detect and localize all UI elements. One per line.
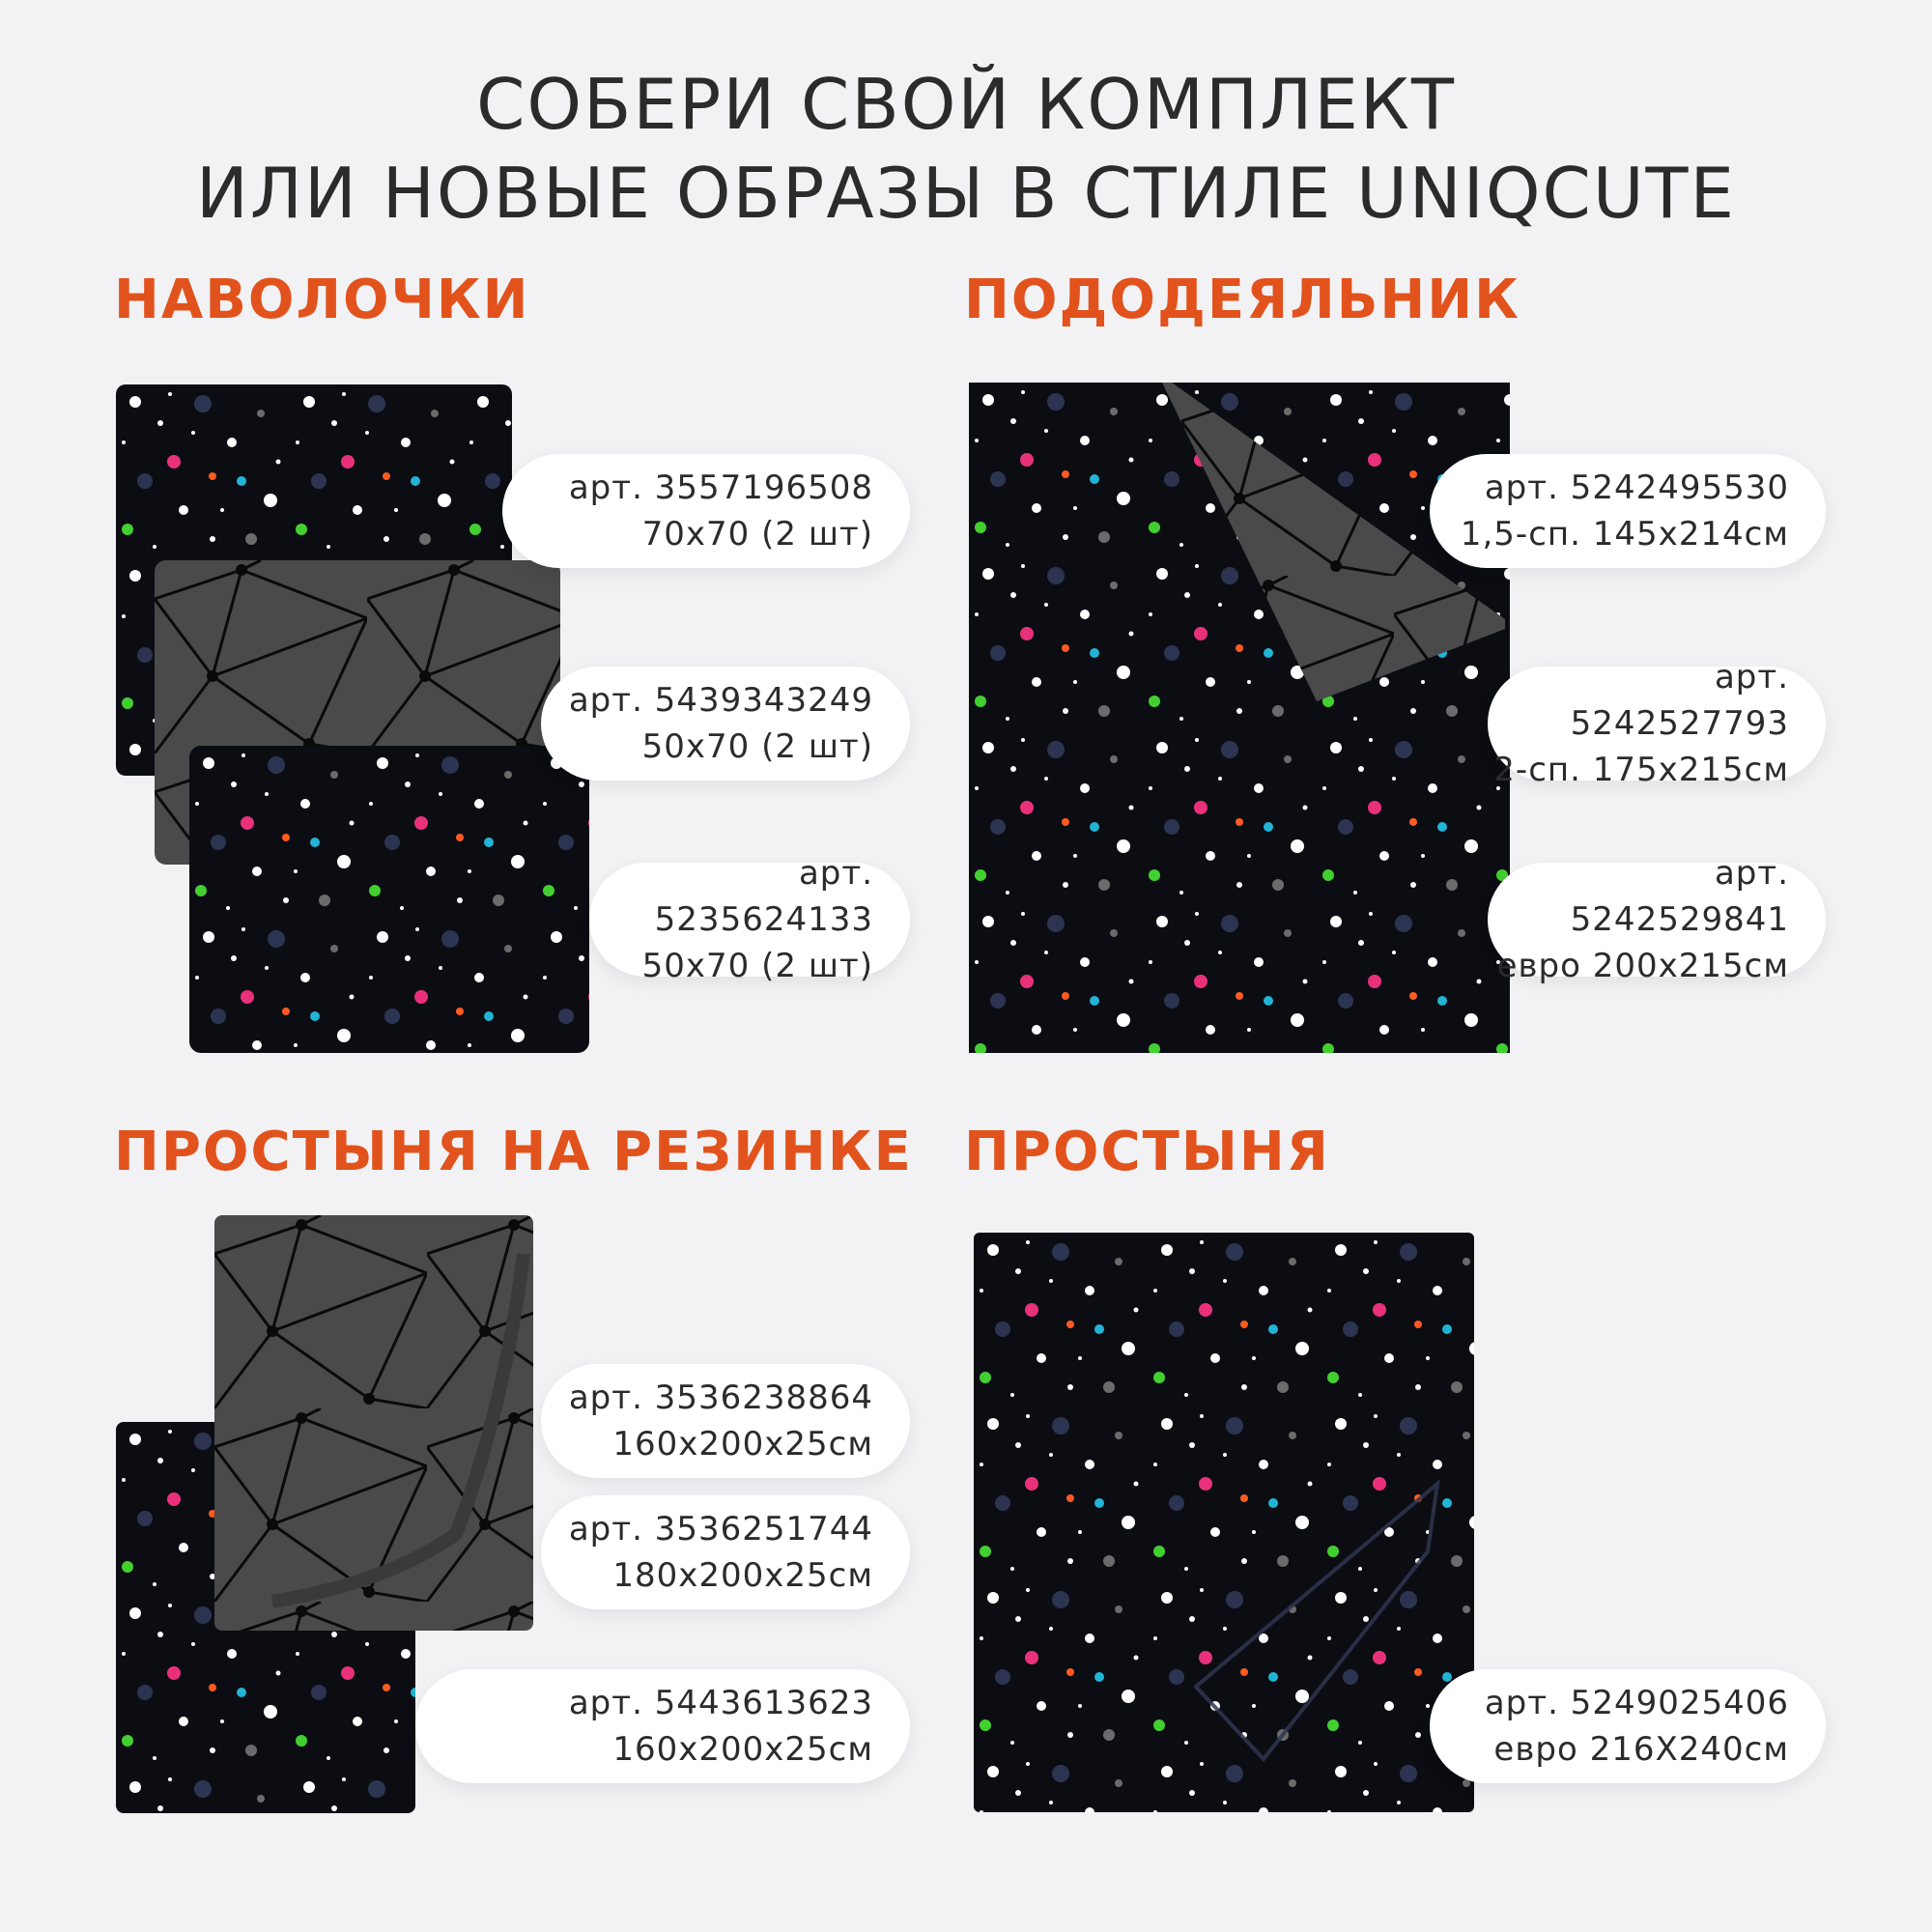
size-text: 50х70 (2 шт) [641, 947, 873, 985]
fitted-sheet-geometric-image [214, 1215, 533, 1631]
pillowcase-label-1 [502, 454, 910, 568]
section-title-duvet: ПОДОДЕЯЛЬНИК [964, 269, 1520, 331]
size-text: евро 216Х240см [1493, 1730, 1789, 1769]
fitted-sheet-label-3 [415, 1669, 910, 1783]
flat-sheet-label [1430, 1669, 1826, 1783]
size-text: 180х200х25см [612, 1556, 873, 1595]
article-number: арт. 5235624133 [654, 854, 873, 939]
size-text: 70х70 (2 шт) [641, 515, 873, 554]
size-text: 1,5-сп. 145х214см [1460, 515, 1789, 554]
size-text: евро 200х215см [1496, 947, 1789, 985]
pillowcase-label-2 [541, 667, 910, 781]
article-number: арт. 5242529841 [1570, 854, 1789, 939]
article-number: арт. 5249025406 [1484, 1684, 1789, 1722]
section-title-fitted-sheet: ПРОСТЫНЯ НА РЕЗИНКЕ [114, 1121, 913, 1183]
pillowcase-label-3 [589, 854, 910, 985]
size-text: 50х70 (2 шт) [641, 727, 873, 766]
article-number: арт. 3536251744 [568, 1510, 873, 1548]
flat-sheet-image [974, 1233, 1474, 1812]
pillowcase-splatter-small-image [189, 746, 589, 1053]
title-line-1: СОБЕРИ СВОЙ КОМПЛЕКТ [476, 64, 1456, 145]
article-number: арт. 5242495530 [1484, 469, 1789, 507]
section-title-pillowcases: НАВОЛОЧКИ [114, 269, 530, 331]
duvet-label-3 [1488, 854, 1826, 985]
article-number: арт. 3557196508 [568, 469, 873, 507]
title-line-2: ИЛИ НОВЫЕ ОБРАЗЫ В СТИЛЕ UNIQCUTE [196, 153, 1736, 234]
article-number: арт. 5242527793 [1570, 658, 1789, 743]
fitted-sheet-label-1 [541, 1364, 910, 1478]
duvet-label-2 [1488, 658, 1826, 789]
size-text: 160х200х25см [612, 1730, 873, 1769]
size-text: 160х200х25см [612, 1425, 873, 1463]
article-number: арт. 5443613623 [568, 1684, 873, 1722]
duvet-cover-image [969, 383, 1510, 1053]
duvet-label-1 [1430, 454, 1826, 568]
page-title [0, 60, 1932, 238]
fitted-sheet-label-2 [541, 1495, 910, 1609]
article-number: арт. 3536238864 [568, 1378, 873, 1417]
size-text: 2-сп. 175х215см [1493, 751, 1789, 789]
section-title-sheet: ПРОСТЫНЯ [964, 1121, 1330, 1183]
article-number: арт. 5439343249 [568, 681, 873, 720]
